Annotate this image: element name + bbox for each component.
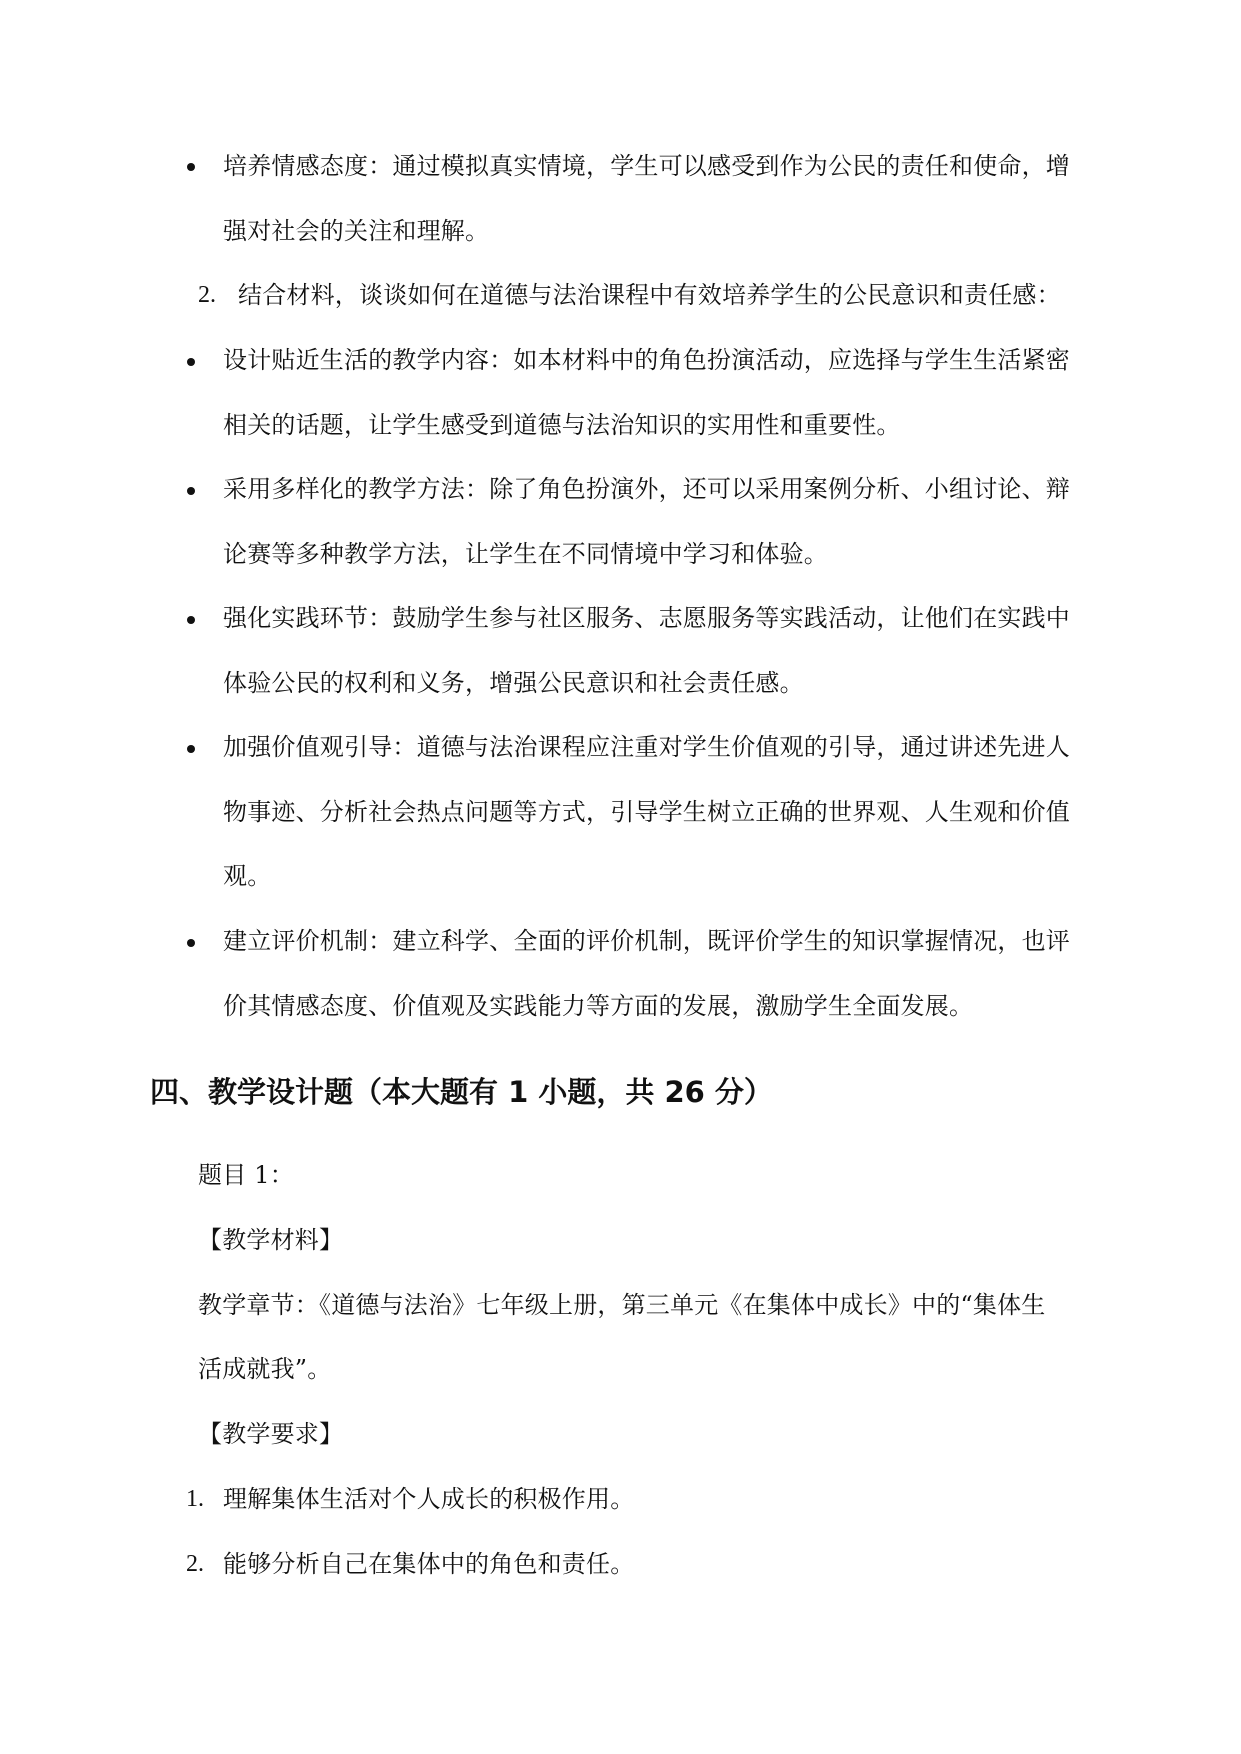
bullet-3-line2: 体验公民的权利和义务，增强公民意识和社会责任感。 (223, 669, 804, 697)
requirement-1-number: 1. (186, 1486, 204, 1512)
question-label: 题目 1： (198, 1161, 294, 1189)
q2-text: 结合材料，谈谈如何在道德与法治课程中有效培养学生的公民意识和责任感： (238, 281, 1061, 309)
section-heading: 四、教学设计题（本大题有 1 小题，共 26 分） (150, 1075, 773, 1109)
bullet-dot (187, 939, 195, 947)
bullet-1-line1: 设计贴近生活的教学内容：如本材料中的角色扮演活动，应选择与学生生活紧密 (223, 346, 1070, 374)
bullet-dot (187, 487, 195, 495)
bullet-4-line2: 物事迹、分析社会热点问题等方式，引导学生树立正确的世界观、人生观和价值 (223, 798, 1070, 826)
bullet-2-line2: 论赛等多种教学方法，让学生在不同情境中学习和体验。 (223, 540, 828, 568)
bullet-dot (187, 358, 195, 366)
requirement-2-number: 2. (186, 1551, 204, 1577)
bullet-dot (187, 745, 195, 753)
requirements-label: 【教学要求】 (198, 1420, 344, 1448)
bullet-5-line2: 价其情感态度、价值观及实践能力等方面的发展，激励学生全面发展。 (223, 992, 974, 1020)
bullet-1-line2: 相关的话题，让学生感受到道德与法治知识的实用性和重要性。 (223, 411, 901, 439)
material-line2: 活成就我”。 (198, 1355, 332, 1383)
requirement-1-text: 理解集体生活对个人成长的积极作用。 (223, 1485, 635, 1513)
bullet-2-line1: 采用多样化的教学方法：除了角色扮演外，还可以采用案例分析、小组讨论、辩 (223, 475, 1070, 503)
bullet-4-line3: 观。 (223, 862, 272, 890)
bullet-dot (187, 163, 195, 171)
bullet-4-line1: 加强价值观引导：道德与法治课程应注重对学生价值观的引导，通过讲述先进人 (223, 733, 1070, 761)
q2-number: 2. (198, 282, 216, 308)
bullet-dot (187, 616, 195, 624)
bullet-5-line1: 建立评价机制：建立科学、全面的评价机制，既评价学生的知识掌握情况，也评 (223, 927, 1070, 955)
material-line1: 教学章节：《道德与法治》七年级上册，第三单元《在集体中成长》中的“集体生 (198, 1291, 1046, 1319)
material-label: 【教学材料】 (198, 1226, 344, 1254)
bullet-3-line1: 强化实践环节：鼓励学生参与社区服务、志愿服务等实践活动，让他们在实践中 (223, 604, 1070, 632)
bullet-emotion-line1: 培养情感态度：通过模拟真实情境，学生可以感受到作为公民的责任和使命，增 (223, 152, 1070, 180)
bullet-emotion-line2: 强对社会的关注和理解。 (223, 217, 490, 245)
requirement-2-text: 能够分析自己在集体中的角色和责任。 (223, 1550, 635, 1578)
